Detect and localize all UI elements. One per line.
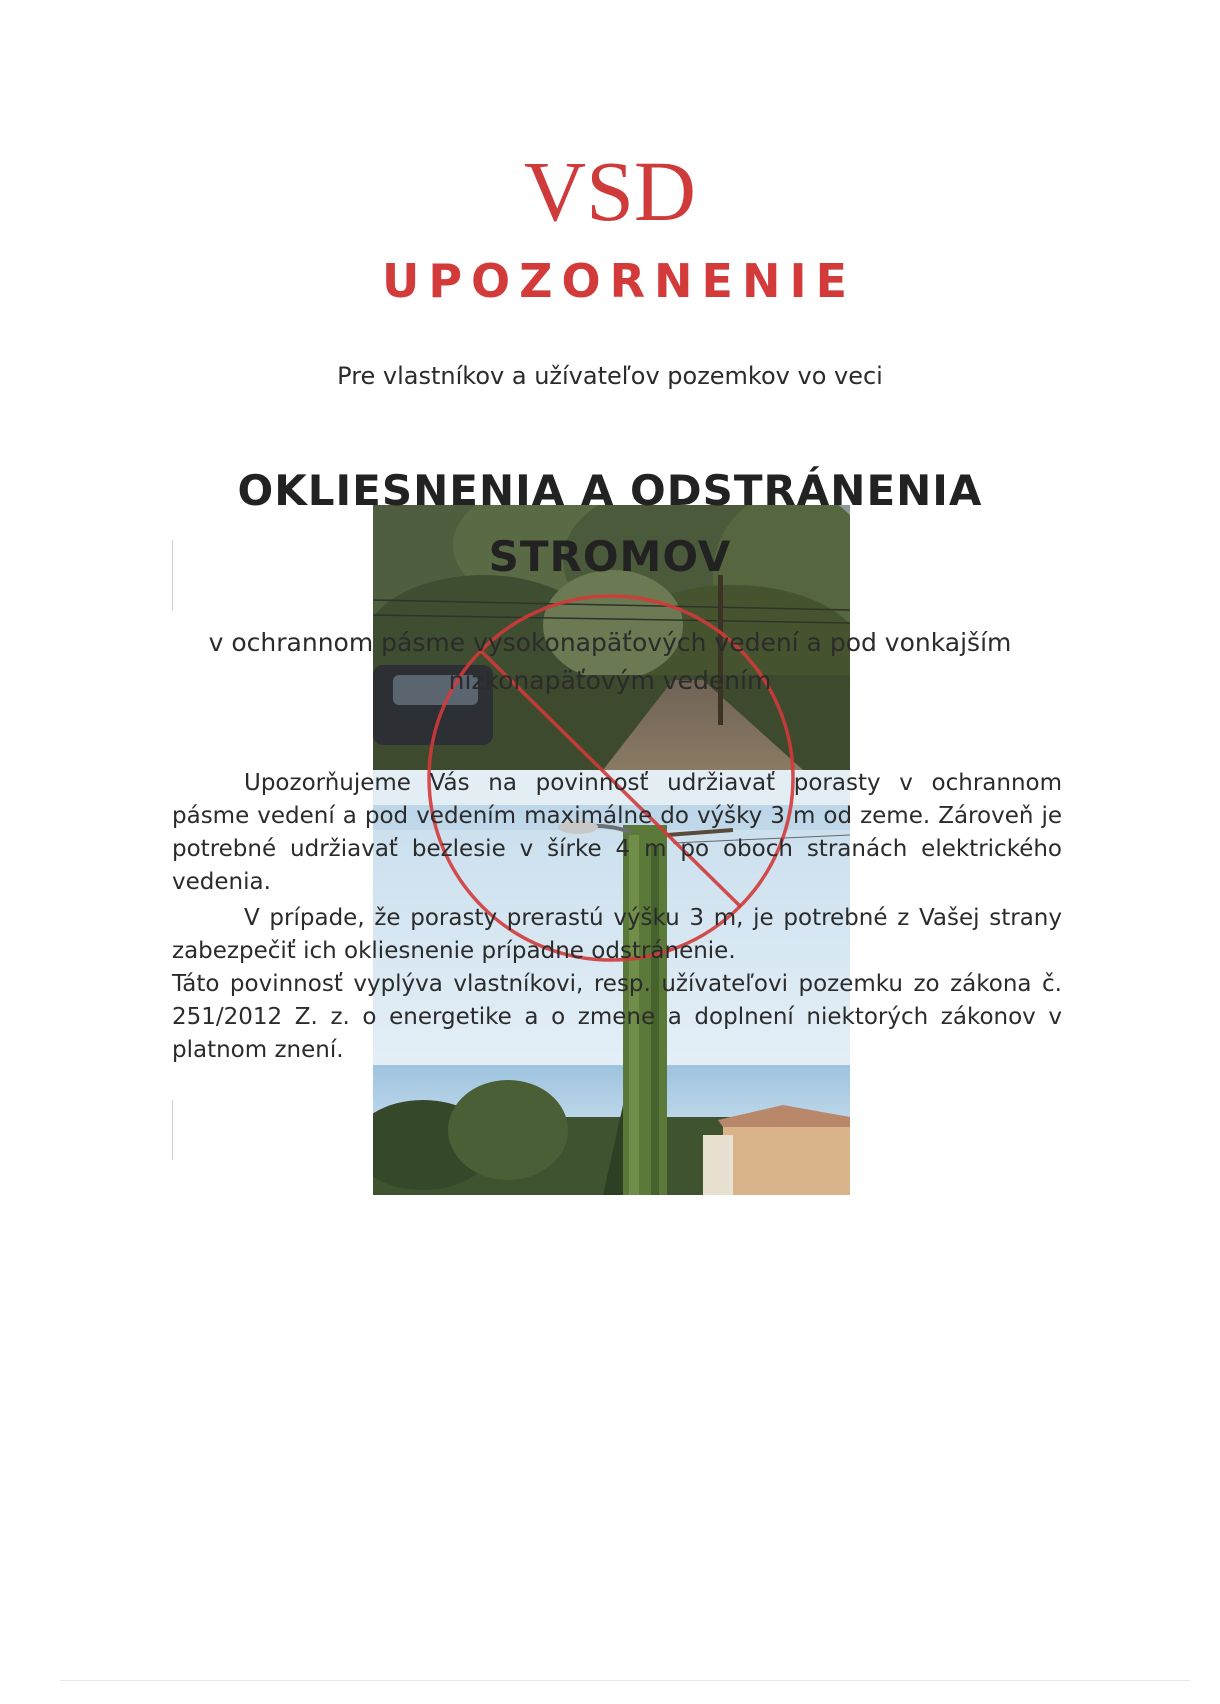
intro-line: Pre vlastníkov a užívateľov pozemkov vo veci — [337, 362, 883, 390]
topic-heading — [200, 458, 1020, 590]
body-paragraph-obligation: Upozorňujeme Vás na povinnosť udržiavať porasty v ochrannom pásme vedení a pod vedením maximálne do výšky 3 m od zeme. Zároveň je potrebné udržiavať bezlesie v šírke 4 m po oboch stranách elektrického vedenia. — [172, 770, 1062, 895]
zone-description — [190, 624, 1030, 700]
notice-headline: UPOZORNENIE — [381, 254, 856, 308]
zone-description-line-1: v ochrannom pásme vysokonapäťových vedení a pod vonkajším — [208, 628, 1012, 657]
body-paragraph-legal-basis: Táto povinnosť vyplýva vlastníkovi, resp. užívateľovi pozemku zo zákona č. 251/2012 Z. z. o energetike a o zmene a doplnení niektorých zákonov v platnom znení. — [172, 971, 1062, 1063]
topic-heading-line-1: OKLIESNENIA A ODSTRÁNENIA — [237, 466, 983, 515]
brand-logo-text: VSD — [523, 143, 697, 239]
body-paragraph-overgrowth: V prípade, že porasty prerastú výšku 3 m, je potrebné z Vašej strany zabezpečiť ich okliesnenie prípadne odstránenie. — [172, 905, 1062, 964]
topic-heading-line-2: STROMOV — [488, 532, 732, 581]
zone-description-line-2: nízkonapäťovým vedením — [448, 666, 772, 695]
